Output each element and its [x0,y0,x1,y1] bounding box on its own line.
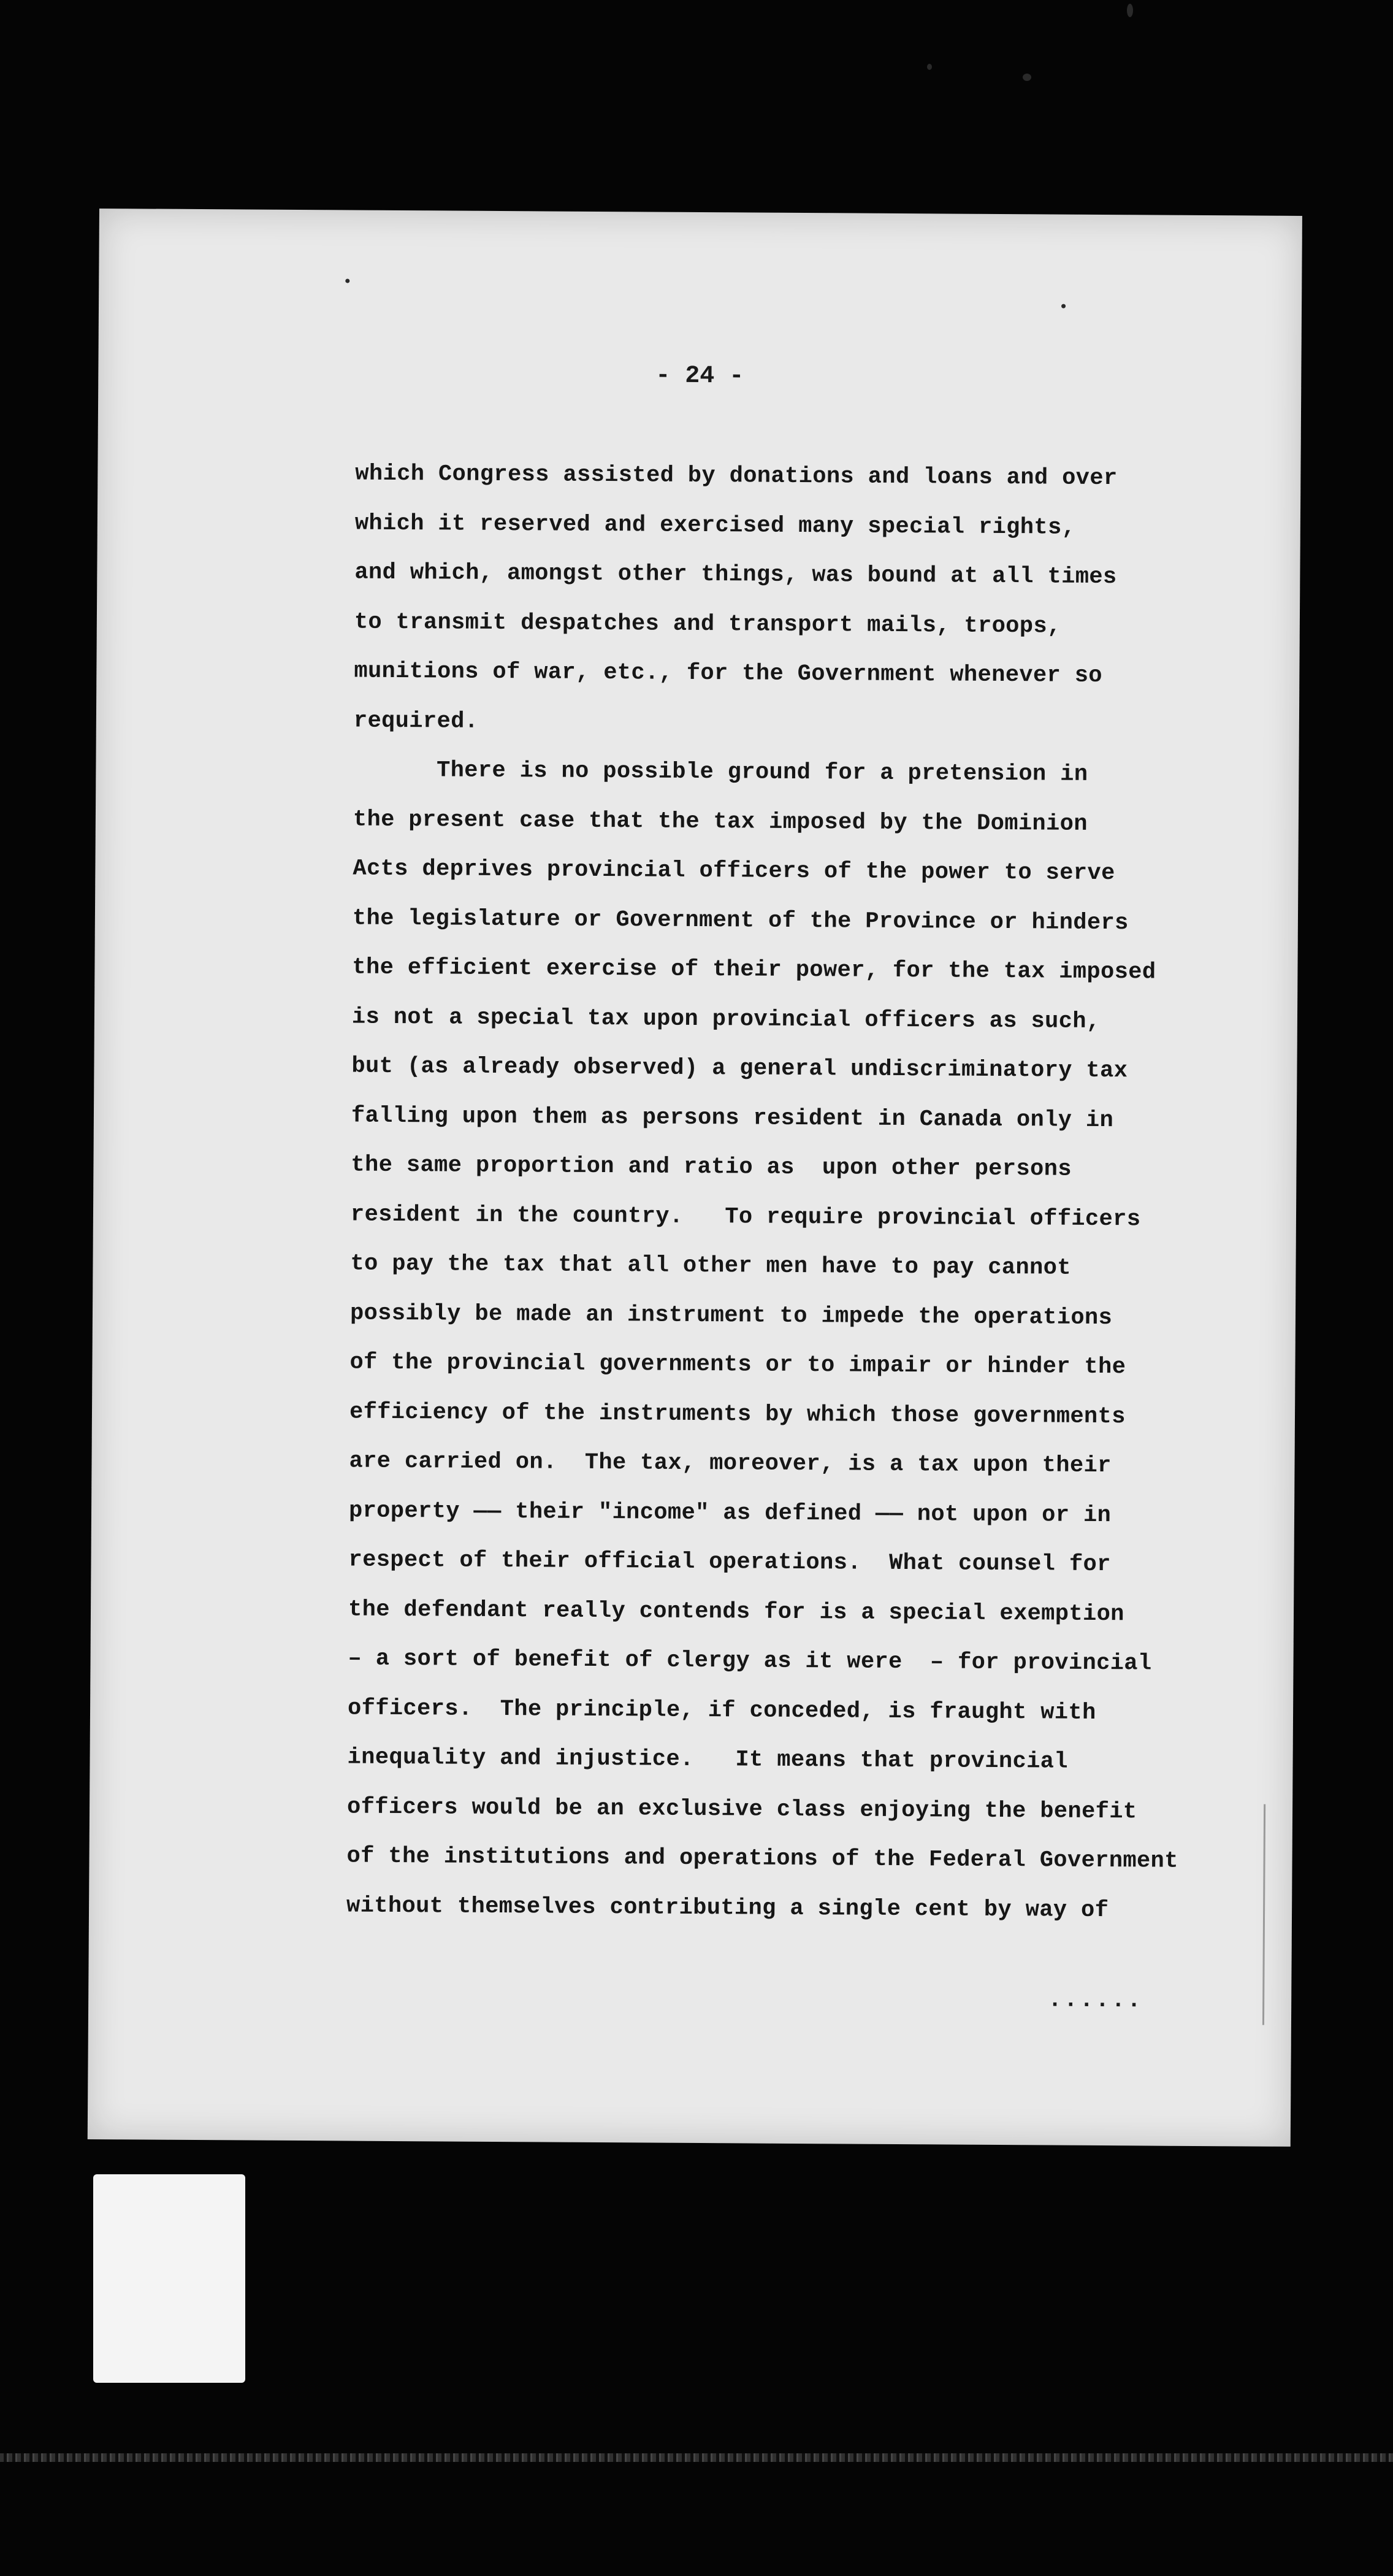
white-tab [93,2174,245,2383]
dust-speck [345,278,349,283]
text-line: are carried on. The tax, moreover, is a tax upon their [349,1448,1112,1479]
page-number: - 24 - [655,362,744,391]
text-line: but (as already observed) a general undiscriminatory tax [351,1053,1128,1084]
text-line: to pay the tax that all other men have to pay cannot [350,1251,1071,1281]
text-line: which Congress assisted by donations and loans and over [355,461,1118,492]
text-line: of the institutions and operations of the Federal Government [346,1843,1178,1874]
text-line: required. [353,708,479,735]
text-line: Acts deprives provincial officers of the power to serve [353,856,1115,887]
text-line: the defendant really contends for is a special exemption [348,1597,1124,1627]
text-line: is not a special tax upon provincial officers as such, [351,1004,1101,1035]
text-line: the legislature or Government of the Province or hinders [352,905,1129,936]
text-line: There is no possible ground for a pretension in [353,757,1088,788]
dust-speck [1061,304,1066,309]
text-line: the efficient exercise of their power, for the tax imposed [352,954,1156,986]
continuation-mark: ...... [1048,1987,1143,2014]
scan-strip [0,2453,1393,2462]
dust-speck [1127,4,1133,17]
dust-speck [927,64,932,70]
text-line: to transmit despatches and transport mails, troops, [354,609,1061,640]
text-line: property —— their "income" as defined —— not upon or in [348,1498,1112,1528]
text-line: – a sort of benefit of clergy as it were – for provincial [348,1646,1152,1677]
text-line: the present case that the tax imposed by the Dominion [353,807,1088,837]
text-line: efficiency of the instruments by which those governments [349,1399,1126,1430]
body-text [346,450,1275,1936]
document-page [88,209,1302,2147]
text-line: inequality and injustice. It means that provincial [347,1744,1069,1775]
text-line: munitions of war, etc., for the Government whenever so [354,658,1103,689]
text-line: possibly be made an instrument to impede the operations [349,1300,1113,1331]
text-line: officers would be an exclusive class enjoying the benefit [346,1794,1137,1825]
text-line: of the provincial governments or to impair or hinder the [349,1349,1126,1381]
text-line: and which, amongst other things, was bound at all times [354,559,1117,591]
text-line: the same proportion and ratio as upon other persons [351,1152,1072,1183]
text-line: officers. The principle, if conceded, is fraught with [347,1695,1096,1726]
text-line: respect of their official operations. What counsel for [348,1547,1111,1578]
text-line: falling upon them as persons resident in Canada only in [351,1103,1114,1133]
text-line: without themselves contributing a single cent by way of [346,1893,1109,1923]
text-line: resident in the country. To require provincial officers [350,1202,1141,1232]
dust-speck [1023,74,1031,81]
text-line: which it reserved and exercised many special rights, [354,510,1076,541]
